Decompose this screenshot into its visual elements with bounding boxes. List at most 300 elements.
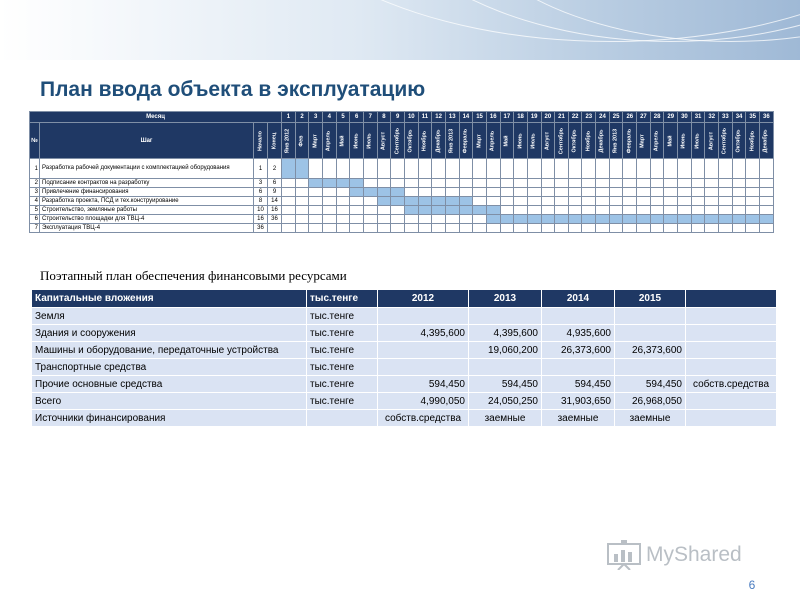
finance-row (32, 393, 777, 410)
gantt-col-end-label: Конец (270, 132, 277, 149)
gantt-bar-cell (637, 215, 651, 224)
finance-row (32, 325, 777, 342)
gantt-empty-cell (596, 159, 610, 179)
gantt-empty-cell (609, 197, 623, 206)
gantt-empty-cell (719, 188, 733, 197)
gantt-month (323, 123, 337, 159)
gantt-month-label: Март (639, 133, 646, 148)
gantt-empty-cell (691, 179, 705, 188)
gantt-month (596, 123, 610, 159)
gantt-bar-cell (282, 159, 296, 179)
gantt-bar-cell (582, 215, 596, 224)
finance-title: Поэтапный план обеспечения финансовыми ресурсами (40, 268, 347, 283)
gantt-empty-cell (336, 159, 350, 179)
gantt-empty-cell (418, 224, 432, 233)
gantt-month-header: Месяц (30, 112, 282, 123)
gantt-month-label: Февраль (626, 128, 633, 153)
gantt-empty-cell (760, 159, 774, 179)
gantt-empty-cell (514, 159, 528, 179)
gantt-empty-cell (732, 206, 746, 215)
gantt-empty-cell (596, 224, 610, 233)
gantt-empty-cell (678, 179, 692, 188)
header-gradient (0, 0, 800, 60)
finance-header-cell (686, 290, 777, 308)
gantt-row (30, 197, 774, 206)
gantt-empty-cell (705, 188, 719, 197)
presentation-board-icon (606, 540, 642, 570)
gantt-empty-cell (514, 224, 528, 233)
gantt-empty-cell (623, 206, 637, 215)
gantt-bar-cell (527, 215, 541, 224)
gantt-empty-cell (336, 188, 350, 197)
gantt-month-label: Сентябрь (721, 127, 728, 154)
gantt-bar-cell (691, 215, 705, 224)
gantt-empty-cell (323, 206, 337, 215)
gantt-empty-cell (336, 224, 350, 233)
gantt-empty-cell (732, 188, 746, 197)
gantt-empty-cell (746, 179, 760, 188)
gantt-bar-cell (418, 206, 432, 215)
gantt-empty-cell (555, 197, 569, 206)
gantt-empty-cell (691, 188, 705, 197)
gantt-month (541, 123, 555, 159)
gantt-start: 1 (254, 159, 268, 179)
gantt-month (336, 123, 350, 159)
gantt-empty-cell (596, 197, 610, 206)
gantt-empty-cell (404, 179, 418, 188)
gantt-month (678, 123, 692, 159)
finance-header-cell: Капитальные вложения (32, 290, 307, 308)
finance-cell: 26,373,600 (615, 342, 686, 359)
page-number: 6 (748, 578, 756, 592)
gantt-empty-cell (582, 159, 596, 179)
gantt-end: 2 (268, 159, 282, 179)
gantt-empty-cell (295, 197, 309, 206)
gantt-empty-cell (705, 224, 719, 233)
gantt-empty-cell (282, 206, 296, 215)
gantt-month-label: Ноябрь (585, 130, 592, 151)
gantt-empty-cell (732, 179, 746, 188)
gantt-empty-cell (459, 224, 473, 233)
gantt-empty-cell (404, 215, 418, 224)
gantt-bar-cell (391, 188, 405, 197)
gantt-empty-cell (445, 179, 459, 188)
gantt-month-label: Сентябрь (557, 127, 564, 154)
gantt-empty-cell (541, 188, 555, 197)
gantt-period-number: 4 (323, 112, 337, 123)
gantt-empty-cell (473, 188, 487, 197)
gantt-empty-cell (295, 188, 309, 197)
gantt-bar-cell (432, 197, 446, 206)
gantt-empty-cell (568, 224, 582, 233)
gantt-row (30, 206, 774, 215)
gantt-end: 36 (268, 215, 282, 224)
gantt-empty-cell (650, 179, 664, 188)
gantt-empty-cell (664, 224, 678, 233)
gantt-month-label: Фев (298, 134, 305, 147)
gantt-empty-cell (473, 159, 487, 179)
finance-row-label: Прочие основные средства (32, 376, 307, 393)
gantt-month-label: Апрель (653, 130, 660, 151)
gantt-empty-cell (527, 206, 541, 215)
gantt-empty-cell (527, 224, 541, 233)
gantt-period-number: 25 (609, 112, 623, 123)
gantt-empty-cell (514, 206, 528, 215)
finance-header-cell: 2012 (378, 290, 469, 308)
gantt-empty-cell (459, 188, 473, 197)
gantt-empty-cell (623, 224, 637, 233)
gantt-step-name: Эксплуатация ТВЦ-4 (40, 224, 254, 233)
gantt-month (555, 123, 569, 159)
gantt-empty-cell (678, 224, 692, 233)
gantt-empty-cell (418, 179, 432, 188)
gantt-bar-cell (719, 215, 733, 224)
finance-cell: тыс.тенге (307, 342, 378, 359)
gantt-bar-cell (377, 188, 391, 197)
gantt-empty-cell (282, 188, 296, 197)
gantt-empty-cell (582, 179, 596, 188)
gantt-month (391, 123, 405, 159)
gantt-bar-cell (336, 179, 350, 188)
gantt-bar-cell (350, 179, 364, 188)
gantt-period-number: 16 (486, 112, 500, 123)
gantt-step-name: Строительство, земляные работы (40, 206, 254, 215)
gantt-empty-cell (541, 206, 555, 215)
gantt-month (500, 123, 514, 159)
gantt-empty-cell (637, 159, 651, 179)
gantt-bar-cell (418, 197, 432, 206)
gantt-month (664, 123, 678, 159)
gantt-month (486, 123, 500, 159)
gantt-empty-cell (760, 188, 774, 197)
finance-cell: 594,450 (615, 376, 686, 393)
finance-cell: собств.средства (378, 410, 469, 427)
gantt-empty-cell (555, 179, 569, 188)
gantt-month (527, 123, 541, 159)
gantt-month-label: Март (311, 133, 318, 148)
gantt-month (473, 123, 487, 159)
gantt-empty-cell (650, 206, 664, 215)
gantt-empty-cell (418, 159, 432, 179)
gantt-empty-cell (664, 188, 678, 197)
finance-cell: 24,050,250 (469, 393, 542, 410)
gantt-empty-cell (691, 206, 705, 215)
gantt-empty-cell (568, 197, 582, 206)
gantt-empty-cell (377, 224, 391, 233)
gantt-row-number: 5 (30, 206, 40, 215)
gantt-month (295, 123, 309, 159)
gantt-empty-cell (664, 206, 678, 215)
gantt-bar-cell (705, 215, 719, 224)
gantt-bar-cell (623, 215, 637, 224)
finance-cell: заемные (469, 410, 542, 427)
gantt-month-label: Октябрь (735, 128, 742, 153)
gantt-empty-cell (391, 159, 405, 179)
gantt-month-label: Янв 2013 (612, 128, 619, 153)
gantt-period-number: 21 (555, 112, 569, 123)
gantt-month (309, 123, 323, 159)
gantt-empty-cell (609, 188, 623, 197)
gantt-month-label: Февраль (462, 128, 469, 153)
gantt-start: 36 (254, 224, 268, 233)
gantt-month-label: Март (475, 133, 482, 148)
gantt-month-label: Апрель (325, 130, 332, 151)
gantt-empty-cell (760, 179, 774, 188)
gantt-bar-cell (760, 215, 774, 224)
finance-cell: заемные (615, 410, 686, 427)
myshared-logo (606, 540, 766, 570)
gantt-empty-cell (323, 188, 337, 197)
gantt-period-number: 24 (596, 112, 610, 123)
gantt-bar-cell (609, 215, 623, 224)
gantt-period-number: 31 (691, 112, 705, 123)
gantt-empty-cell (691, 197, 705, 206)
gantt-empty-cell (282, 215, 296, 224)
finance-header-cell: тыс.тенге (307, 290, 378, 308)
gantt-empty-cell (336, 215, 350, 224)
finance-cell: 594,450 (469, 376, 542, 393)
gantt-bar-cell (432, 206, 446, 215)
gantt-empty-cell (637, 206, 651, 215)
finance-header-cell: 2014 (542, 290, 615, 308)
gantt-empty-cell (377, 159, 391, 179)
finance-cell: тыс.тенге (307, 359, 378, 376)
gantt-month-label: Май (667, 134, 673, 147)
gantt-month (445, 123, 459, 159)
gantt-step-name: Привлечение финансирования (40, 188, 254, 197)
finance-cell: 594,450 (378, 376, 469, 393)
gantt-empty-cell (500, 206, 514, 215)
gantt-month (514, 123, 528, 159)
gantt-end: 6 (268, 179, 282, 188)
gantt-empty-cell (500, 179, 514, 188)
finance-cell (686, 342, 777, 359)
gantt-bar-cell (486, 206, 500, 215)
gantt-month (459, 123, 473, 159)
gantt-empty-cell (350, 197, 364, 206)
finance-cell (469, 359, 542, 376)
gantt-month (568, 123, 582, 159)
gantt-month-label: Ноябрь (748, 130, 755, 151)
gantt-empty-cell (445, 215, 459, 224)
gantt-bar-cell (295, 159, 309, 179)
gantt-empty-cell (650, 224, 664, 233)
finance-row (32, 410, 777, 427)
gantt-empty-cell (391, 224, 405, 233)
gantt-period-number: 27 (637, 112, 651, 123)
gantt-empty-cell (459, 179, 473, 188)
gantt-empty-cell (609, 159, 623, 179)
gantt-step-name: Строительство площадки для ТВЦ-4 (40, 215, 254, 224)
gantt-empty-cell (719, 197, 733, 206)
gantt-month-label: Май (339, 134, 346, 147)
gantt-empty-cell (746, 159, 760, 179)
gantt-empty-cell (541, 159, 555, 179)
gantt-row (30, 224, 774, 233)
gantt-empty-cell (514, 197, 528, 206)
gantt-empty-cell (541, 179, 555, 188)
gantt-period-number: 11 (418, 112, 432, 123)
gantt-empty-cell (678, 206, 692, 215)
gantt-empty-cell (323, 215, 337, 224)
gantt-period-number: 34 (732, 112, 746, 123)
gantt-empty-cell (623, 188, 637, 197)
gantt-bar-cell (486, 215, 500, 224)
gantt-empty-cell (719, 224, 733, 233)
gantt-empty-cell (760, 197, 774, 206)
gantt-month (418, 123, 432, 159)
gantt-month (650, 123, 664, 159)
gantt-empty-cell (473, 179, 487, 188)
gantt-month (363, 123, 377, 159)
gantt-empty-cell (336, 206, 350, 215)
gantt-empty-cell (760, 206, 774, 215)
gantt-empty-cell (295, 206, 309, 215)
gantt-empty-cell (432, 215, 446, 224)
finance-cell (686, 308, 777, 325)
gantt-empty-cell (295, 224, 309, 233)
gantt-empty-cell (445, 224, 459, 233)
gantt-empty-cell (609, 224, 623, 233)
gantt-period-number: 12 (432, 112, 446, 123)
gantt-period-number: 7 (363, 112, 377, 123)
gantt-period-number: 32 (705, 112, 719, 123)
gantt-month (746, 123, 760, 159)
gantt-empty-cell (623, 197, 637, 206)
gantt-month-label: Август (380, 131, 387, 150)
gantt-period-number: 20 (541, 112, 555, 123)
gantt-empty-cell (664, 197, 678, 206)
gantt-bar-cell (350, 188, 364, 197)
gantt-month-label: Сентябрь (393, 127, 400, 154)
finance-cell (615, 308, 686, 325)
finance-cell: 31,903,650 (542, 393, 615, 410)
gantt-empty-cell (282, 179, 296, 188)
finance-cell (378, 342, 469, 359)
gantt-month-label: Август (707, 131, 714, 150)
gantt-empty-cell (363, 224, 377, 233)
gantt-start: 16 (254, 215, 268, 224)
gantt-empty-cell (295, 215, 309, 224)
gantt-empty-cell (527, 197, 541, 206)
gantt-month (609, 123, 623, 159)
gantt-empty-cell (678, 159, 692, 179)
gantt-end (268, 224, 282, 233)
finance-cell: 594,450 (542, 376, 615, 393)
gantt-empty-cell (377, 215, 391, 224)
gantt-step-name: Подписание контрактов на разработку (40, 179, 254, 188)
gantt-bar-cell (732, 215, 746, 224)
gantt-empty-cell (473, 224, 487, 233)
gantt-empty-cell (746, 224, 760, 233)
gantt-empty-cell (541, 224, 555, 233)
gantt-bar-cell (445, 197, 459, 206)
finance-cell (542, 359, 615, 376)
gantt-row-number: 6 (30, 215, 40, 224)
gantt-month (705, 123, 719, 159)
gantt-empty-cell (486, 159, 500, 179)
gantt-empty-cell (377, 206, 391, 215)
gantt-empty-cell (391, 179, 405, 188)
gantt-month (760, 123, 774, 159)
finance-cell: 4,990,050 (378, 393, 469, 410)
finance-cell: собств.средства (686, 376, 777, 393)
finance-cell (686, 325, 777, 342)
finance-cell (469, 308, 542, 325)
gantt-empty-cell (637, 188, 651, 197)
gantt-empty-cell (350, 224, 364, 233)
gantt-period-number: 13 (445, 112, 459, 123)
gantt-empty-cell (404, 224, 418, 233)
gantt-empty-cell (363, 197, 377, 206)
gantt-period-number: 3 (309, 112, 323, 123)
gantt-bar-cell (459, 206, 473, 215)
gantt-month-label: Ноябрь (421, 130, 428, 151)
gantt-empty-cell (514, 179, 528, 188)
gantt-row-number: 3 (30, 188, 40, 197)
gantt-month (350, 123, 364, 159)
gantt-period-number: 14 (459, 112, 473, 123)
gantt-month-label: Декабрь (762, 129, 769, 152)
finance-cell (378, 308, 469, 325)
gantt-period-number: 10 (404, 112, 418, 123)
finance-cell (542, 308, 615, 325)
gantt-empty-cell (445, 159, 459, 179)
gantt-period-number: 28 (650, 112, 664, 123)
gantt-period-number: 35 (746, 112, 760, 123)
gantt-empty-cell (309, 197, 323, 206)
gantt-empty-cell (705, 159, 719, 179)
gantt-empty-cell (404, 188, 418, 197)
gantt-bar-cell (473, 206, 487, 215)
gantt-empty-cell (350, 215, 364, 224)
gantt-empty-cell (486, 179, 500, 188)
gantt-empty-cell (323, 197, 337, 206)
gantt-bar-cell (323, 179, 337, 188)
gantt-row-number: 7 (30, 224, 40, 233)
gantt-row (30, 215, 774, 224)
logo-text: MyShared (646, 543, 742, 566)
gantt-period-number: 33 (719, 112, 733, 123)
finance-row-label: Машины и оборудование, передаточные устройства (32, 342, 307, 359)
gantt-empty-cell (582, 197, 596, 206)
gantt-empty-cell (582, 224, 596, 233)
gantt-period-number: 29 (664, 112, 678, 123)
gantt-row (30, 179, 774, 188)
gantt-empty-cell (650, 188, 664, 197)
gantt-empty-cell (623, 179, 637, 188)
gantt-bar-cell (377, 197, 391, 206)
gantt-month-label: Июль (366, 132, 373, 149)
gantt-period-number: 8 (377, 112, 391, 123)
gantt-bar-cell (309, 179, 323, 188)
gantt-empty-cell (363, 206, 377, 215)
finance-row-label: Земля (32, 308, 307, 325)
finance-header-cell: 2015 (615, 290, 686, 308)
gantt-month-label: Июнь (680, 132, 687, 149)
gantt-empty-cell (746, 188, 760, 197)
gantt-start: 8 (254, 197, 268, 206)
gantt-period-number: 17 (500, 112, 514, 123)
gantt-empty-cell (527, 188, 541, 197)
gantt-empty-cell (391, 206, 405, 215)
gantt-empty-cell (637, 197, 651, 206)
gantt-empty-cell (363, 159, 377, 179)
gantt-empty-cell (336, 197, 350, 206)
gantt-empty-cell (418, 188, 432, 197)
gantt-start: 3 (254, 179, 268, 188)
gantt-empty-cell (350, 159, 364, 179)
